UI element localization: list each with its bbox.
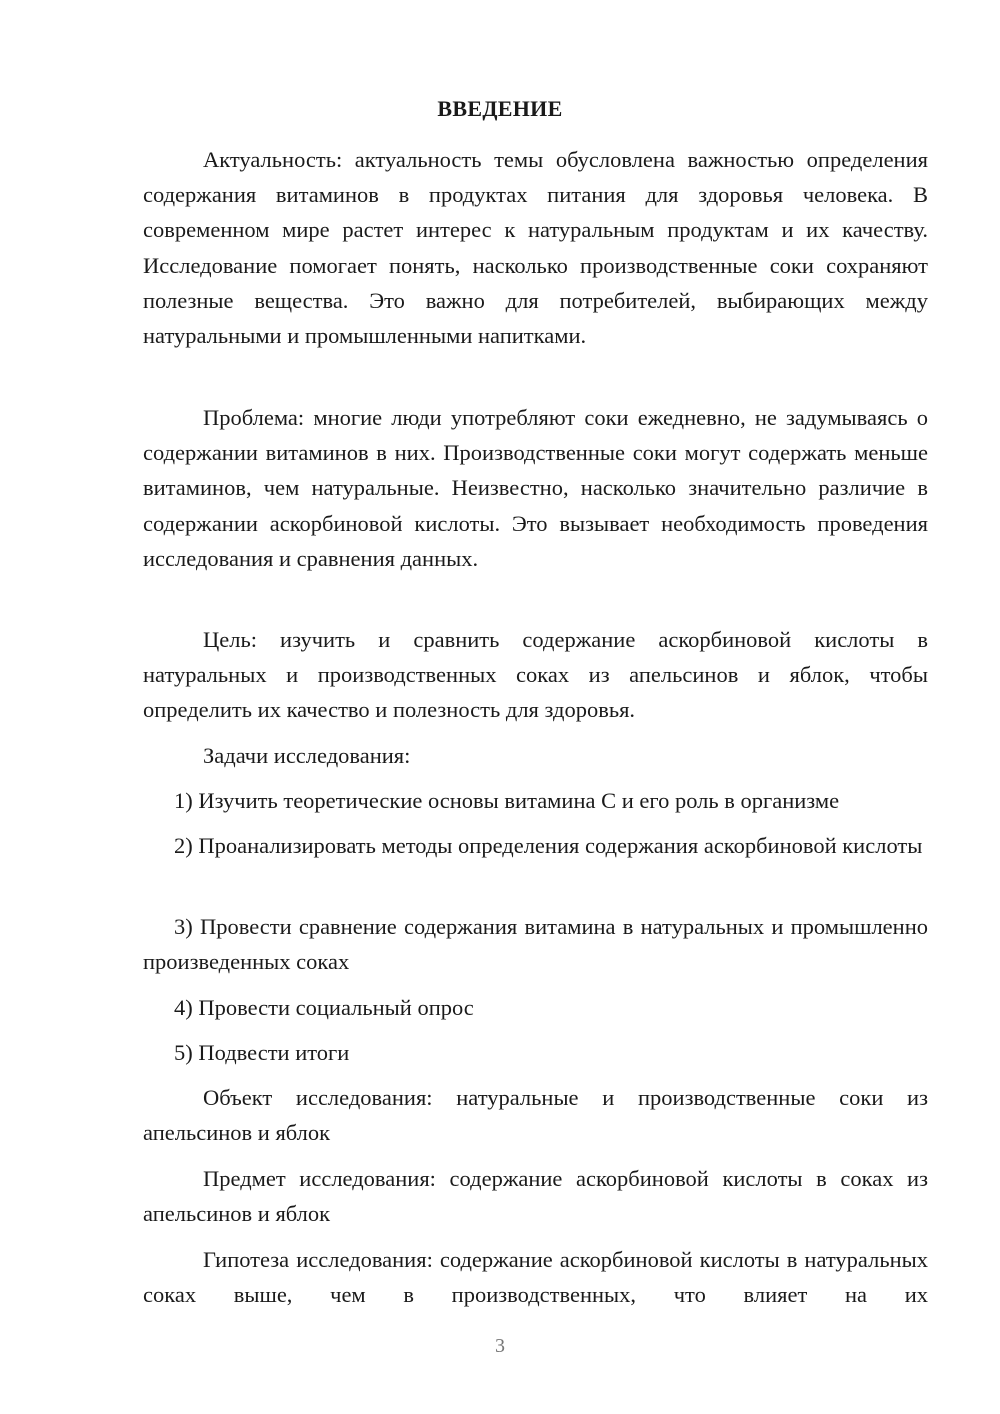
paragraph-hypothesis: Гипотеза исследования: содержание аскорбиновой кислоты в натуральных соках выше, чем в производственных, что влияет на их: [143, 1247, 928, 1308]
list-item-task-4: 4) Провести социальный опрос: [174, 995, 474, 1020]
list-item-task-5: 5) Подвести итоги: [174, 1040, 350, 1065]
paragraph-tasks-heading: Задачи исследования:: [203, 743, 411, 768]
list-item-task-2: 2) Проанализировать методы определения содержания аскорбиновой кислоты: [174, 833, 923, 858]
paragraph-subject: Предмет исследования: содержание аскорбиновой кислоты в соках из апельсинов и яблок: [143, 1166, 928, 1227]
list-item-task-1: 1) Изучить теоретические основы витамина С и его роль в организме: [174, 788, 840, 813]
paragraph-relevance: Актуальность: актуальность темы обусловлена важностью определения содержания витаминов в продуктах питания для здоровья человека. В современном мире растет интерес к натуральным продуктам и их качеству. Исследование помогает понять, насколько производственные соки сохраняют полезные вещества. Это важно для потребителей, выбирающих между натуральными и промышленными напитками.: [143, 147, 928, 349]
paragraph-object: Объект исследования: натуральные и производственные соки из апельсинов и яблок: [143, 1085, 928, 1146]
paragraph-problem: Проблема: многие люди употребляют соки ежедневно, не задумываясь о содержании витаминов в них. Производственные соки могут содержать меньше витаминов, чем натуральные. Неизвестно, насколько значительно различие в содержании аскорбиновой кислоты. Это вызывает необходимость проведения исследования и сравнения данных.: [143, 405, 928, 571]
section-title: ВВЕДЕНИЕ: [437, 96, 563, 121]
list-item-task-3: 3) Провести сравнение содержания витамина в натуральных и промышленно произведенных соках: [143, 914, 928, 975]
page-number: 3: [495, 1335, 505, 1357]
paragraph-goal: Цель: изучить и сравнить содержание аскорбиновой кислоты в натуральных и производственных соках из апельсинов и яблок, чтобы определить их качество и полезность для здоровья.: [143, 627, 928, 723]
